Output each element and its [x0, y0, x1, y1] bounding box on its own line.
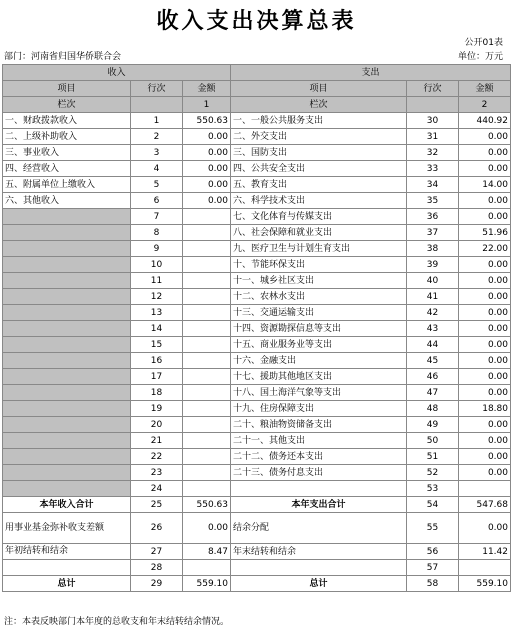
income-item-cell — [3, 209, 131, 225]
expense-amount-cell: 0.00 — [459, 161, 511, 177]
department-label: 部门：河南省归国华侨联合会 — [4, 52, 122, 62]
income-amount-cell — [183, 321, 231, 337]
expense-summary-amount: 559.10 — [459, 576, 511, 592]
expense-line-cell: 39 — [407, 257, 459, 273]
income-amount-cell — [183, 289, 231, 305]
income-item-cell — [3, 321, 131, 337]
expense-item-cell: 十八、国土海洋气象等支出 — [231, 385, 407, 401]
expense-amount-cell: 0.00 — [459, 257, 511, 273]
income-item-cell: 二、上级补助收入 — [3, 129, 131, 145]
income-line-cell: 13 — [131, 305, 183, 321]
income-item-cell — [3, 241, 131, 257]
income-amount-cell: 550.63 — [183, 113, 231, 129]
expense-amount-cell: 14.00 — [459, 177, 511, 193]
expense-item-cell: 二十三、债务付息支出 — [231, 465, 407, 481]
expense-line-cell: 37 — [407, 225, 459, 241]
expense-amount-header: 金额 — [459, 81, 511, 97]
table-row — [3, 273, 511, 289]
table-row — [3, 289, 511, 305]
expense-item-cell: 十、节能环保支出 — [231, 257, 407, 273]
expense-item-cell: 二十、粮油物资储备支出 — [231, 417, 407, 433]
income-item-cell — [3, 449, 131, 465]
expense-amount-cell: 0.00 — [459, 129, 511, 145]
income-amount-header: 金额 — [183, 81, 231, 97]
income-line-cell: 6 — [131, 193, 183, 209]
income-summary-amount: 0.00 — [183, 513, 231, 544]
column-header-row — [3, 81, 511, 97]
income-item-cell — [3, 465, 131, 481]
income-item-cell — [3, 369, 131, 385]
expense-line-cell: 30 — [407, 113, 459, 129]
income-line-cell: 9 — [131, 241, 183, 257]
expense-line-cell: 32 — [407, 145, 459, 161]
table-row — [3, 209, 511, 225]
expense-line-cell: 33 — [407, 161, 459, 177]
expense-section-header: 支出 — [231, 65, 511, 81]
table-row — [3, 337, 511, 353]
expense-line-cell: 31 — [407, 129, 459, 145]
income-amount-cell — [183, 449, 231, 465]
income-amount-cell — [183, 433, 231, 449]
year-total-row — [3, 497, 511, 513]
income-section-header: 收入 — [3, 65, 231, 81]
expense-line-cell: 51 — [407, 449, 459, 465]
expense-amount-cell: 0.00 — [459, 465, 511, 481]
form-number: 公开01表 — [464, 38, 503, 48]
expense-line-cell: 34 — [407, 177, 459, 193]
table-row — [3, 465, 511, 481]
table-row — [3, 481, 511, 497]
income-amount-cell — [183, 337, 231, 353]
income-amount-cell — [183, 273, 231, 289]
expense-summary-line: 55 — [407, 513, 459, 544]
expense-summary-amount: 11.42 — [459, 544, 511, 560]
income-line-cell: 4 — [131, 161, 183, 177]
expense-summary-label: 本年支出合计 — [231, 497, 407, 513]
expense-column-number: 2 — [459, 97, 511, 113]
income-line-cell: 24 — [131, 481, 183, 497]
column-index-row — [3, 97, 511, 113]
table-row — [3, 257, 511, 273]
income-item-cell: 三、事业收入 — [3, 145, 131, 161]
income-item-cell: 四、经营收入 — [3, 161, 131, 177]
grand-total-row — [3, 576, 511, 592]
table-row — [3, 241, 511, 257]
expense-amount-cell: 0.00 — [459, 273, 511, 289]
section-header-row — [3, 65, 511, 81]
income-amount-cell — [183, 401, 231, 417]
income-item-cell — [3, 401, 131, 417]
income-summary-line: 27 — [131, 544, 183, 560]
income-column-number: 1 — [183, 97, 231, 113]
expense-blank-line: 57 — [407, 560, 459, 576]
expense-item-cell: 二、外交支出 — [231, 129, 407, 145]
expense-item-cell: 九、医疗卫生与计划生育支出 — [231, 241, 407, 257]
income-column-blank — [131, 97, 183, 113]
expense-item-cell: 七、文化体育与传媒支出 — [231, 209, 407, 225]
fund-balance-row — [3, 513, 511, 544]
income-amount-cell — [183, 481, 231, 497]
expense-item-cell: 八、社会保障和就业支出 — [231, 225, 407, 241]
income-summary-label: 用事业基金弥补收支差额 — [3, 513, 131, 544]
income-line-cell: 20 — [131, 417, 183, 433]
expense-amount-cell: 440.92 — [459, 113, 511, 129]
income-item-cell: 六、其他收入 — [3, 193, 131, 209]
income-item-cell — [3, 385, 131, 401]
income-amount-cell: 0.00 — [183, 129, 231, 145]
expense-item-cell: 十二、农林水支出 — [231, 289, 407, 305]
expense-line-cell: 35 — [407, 193, 459, 209]
expense-item-cell: 十一、城乡社区支出 — [231, 273, 407, 289]
expense-summary-amount: 547.68 — [459, 497, 511, 513]
expense-blank-amount — [459, 560, 511, 576]
income-line-header: 行次 — [131, 81, 183, 97]
income-line-cell: 7 — [131, 209, 183, 225]
table-row — [3, 321, 511, 337]
table-row — [3, 369, 511, 385]
expense-blank-label — [231, 560, 407, 576]
expense-line-cell: 48 — [407, 401, 459, 417]
expense-amount-cell: 0.00 — [459, 417, 511, 433]
income-item-cell — [3, 481, 131, 497]
income-item-cell — [3, 433, 131, 449]
expense-amount-cell: 0.00 — [459, 337, 511, 353]
income-amount-cell — [183, 385, 231, 401]
expense-item-cell: 十六、金融支出 — [231, 353, 407, 369]
expense-amount-cell: 22.00 — [459, 241, 511, 257]
income-amount-cell — [183, 209, 231, 225]
income-line-cell: 21 — [131, 433, 183, 449]
report-meta — [4, 49, 503, 62]
expense-amount-cell: 18.80 — [459, 401, 511, 417]
table-row — [3, 177, 511, 193]
income-amount-cell — [183, 305, 231, 321]
expense-amount-cell: 0.00 — [459, 305, 511, 321]
income-summary-label: 总计 — [3, 576, 131, 592]
expense-line-cell: 49 — [407, 417, 459, 433]
footnote: 注：本表反映部门本年度的总收支和年末结转结余情况。 — [4, 617, 230, 627]
income-blank-line: 28 — [131, 560, 183, 576]
expense-item-cell — [231, 481, 407, 497]
income-expense-table — [2, 64, 511, 592]
income-line-cell: 19 — [131, 401, 183, 417]
table-row — [3, 417, 511, 433]
expense-amount-cell: 0.00 — [459, 449, 511, 465]
expense-line-cell: 43 — [407, 321, 459, 337]
expense-summary-label: 年末结转和结余 — [231, 544, 407, 560]
income-line-cell: 18 — [131, 385, 183, 401]
income-amount-cell: 0.00 — [183, 161, 231, 177]
expense-item-cell: 十四、资源勘探信息等支出 — [231, 321, 407, 337]
income-summary-line: 29 — [131, 576, 183, 592]
expense-amount-cell: 0.00 — [459, 289, 511, 305]
blank-row — [3, 560, 511, 576]
income-summary-label: 本年收入合计 — [3, 497, 131, 513]
table-row — [3, 225, 511, 241]
income-line-cell: 12 — [131, 289, 183, 305]
income-line-cell: 15 — [131, 337, 183, 353]
income-line-cell: 22 — [131, 449, 183, 465]
table-row — [3, 161, 511, 177]
income-amount-cell — [183, 225, 231, 241]
income-amount-cell — [183, 369, 231, 385]
income-line-cell: 17 — [131, 369, 183, 385]
expense-amount-cell: 0.00 — [459, 369, 511, 385]
expense-line-cell: 46 — [407, 369, 459, 385]
expense-line-cell: 41 — [407, 289, 459, 305]
table-row — [3, 353, 511, 369]
expense-item-cell: 十七、援助其他地区支出 — [231, 369, 407, 385]
expense-amount-cell: 0.00 — [459, 209, 511, 225]
expense-column-blank — [407, 97, 459, 113]
expense-amount-cell: 0.00 — [459, 321, 511, 337]
expense-line-cell: 52 — [407, 465, 459, 481]
report-title: 收入支出决算总表 — [156, 9, 357, 34]
income-amount-cell — [183, 241, 231, 257]
income-item-cell — [3, 225, 131, 241]
income-summary-label: 年初结转和结余 — [3, 544, 131, 560]
table-row — [3, 193, 511, 209]
expense-item-cell: 一、一般公共服务支出 — [231, 113, 407, 129]
expense-amount-cell: 0.00 — [459, 353, 511, 369]
income-line-cell: 1 — [131, 113, 183, 129]
income-item-cell — [3, 305, 131, 321]
income-summary-amount: 550.63 — [183, 497, 231, 513]
income-item-cell — [3, 337, 131, 353]
income-item-cell: 五、附属单位上缴收入 — [3, 177, 131, 193]
income-line-cell: 23 — [131, 465, 183, 481]
income-item-cell — [3, 353, 131, 369]
income-item-cell — [3, 257, 131, 273]
unit-label: 单位：万元 — [457, 52, 503, 62]
table-row — [3, 433, 511, 449]
expense-item-cell: 五、教育支出 — [231, 177, 407, 193]
income-amount-cell — [183, 417, 231, 433]
expense-line-header: 行次 — [407, 81, 459, 97]
expense-item-header: 项目 — [231, 81, 407, 97]
income-blank-amount — [183, 560, 231, 576]
expense-amount-cell: 0.00 — [459, 145, 511, 161]
expense-item-cell: 十五、商业服务业等支出 — [231, 337, 407, 353]
income-blank-label — [3, 560, 131, 576]
income-amount-cell: 0.00 — [183, 193, 231, 209]
expense-line-cell: 47 — [407, 385, 459, 401]
expense-summary-line: 56 — [407, 544, 459, 560]
table-row — [3, 401, 511, 417]
table-row — [3, 385, 511, 401]
table-row — [3, 129, 511, 145]
income-summary-line: 25 — [131, 497, 183, 513]
income-summary-line: 26 — [131, 513, 183, 544]
expense-item-cell: 四、公共安全支出 — [231, 161, 407, 177]
expense-line-cell: 45 — [407, 353, 459, 369]
income-amount-cell — [183, 257, 231, 273]
expense-line-cell: 42 — [407, 305, 459, 321]
income-line-cell: 14 — [131, 321, 183, 337]
expense-item-cell: 六、科学技术支出 — [231, 193, 407, 209]
expense-summary-line: 54 — [407, 497, 459, 513]
income-amount-cell: 0.00 — [183, 177, 231, 193]
expense-item-cell: 三、国防支出 — [231, 145, 407, 161]
expense-summary-label: 总计 — [231, 576, 407, 592]
income-item-cell — [3, 273, 131, 289]
income-line-cell: 3 — [131, 145, 183, 161]
expense-item-cell: 十三、交通运输支出 — [231, 305, 407, 321]
expense-line-cell: 36 — [407, 209, 459, 225]
expense-item-cell: 二十二、债务还本支出 — [231, 449, 407, 465]
income-item-header: 项目 — [3, 81, 131, 97]
income-column-label: 栏次 — [3, 97, 131, 113]
expense-line-cell: 44 — [407, 337, 459, 353]
expense-item-cell: 十九、住房保障支出 — [231, 401, 407, 417]
income-line-cell: 2 — [131, 129, 183, 145]
expense-item-cell: 二十一、其他支出 — [231, 433, 407, 449]
income-line-cell: 5 — [131, 177, 183, 193]
expense-summary-amount: 0.00 — [459, 513, 511, 544]
table-row — [3, 113, 511, 129]
expense-amount-cell: 0.00 — [459, 433, 511, 449]
expense-summary-line: 58 — [407, 576, 459, 592]
income-line-cell: 16 — [131, 353, 183, 369]
expense-line-cell: 38 — [407, 241, 459, 257]
expense-line-cell: 53 — [407, 481, 459, 497]
expense-amount-cell — [459, 481, 511, 497]
expense-amount-cell: 0.00 — [459, 193, 511, 209]
income-item-cell: 一、财政拨款收入 — [3, 113, 131, 129]
income-amount-cell — [183, 465, 231, 481]
expense-line-cell: 40 — [407, 273, 459, 289]
carryover-row — [3, 544, 511, 560]
expense-amount-cell: 0.00 — [459, 385, 511, 401]
income-line-cell: 11 — [131, 273, 183, 289]
income-amount-cell: 0.00 — [183, 145, 231, 161]
table-row — [3, 305, 511, 321]
expense-line-cell: 50 — [407, 433, 459, 449]
income-line-cell: 8 — [131, 225, 183, 241]
expense-column-label: 栏次 — [231, 97, 407, 113]
income-summary-amount: 559.10 — [183, 576, 231, 592]
expense-amount-cell: 51.96 — [459, 225, 511, 241]
table-row — [3, 145, 511, 161]
income-item-cell — [3, 289, 131, 305]
expense-summary-label: 结余分配 — [231, 513, 407, 544]
income-line-cell: 10 — [131, 257, 183, 273]
income-amount-cell — [183, 353, 231, 369]
income-item-cell — [3, 417, 131, 433]
income-summary-amount: 8.47 — [183, 544, 231, 560]
table-row — [3, 449, 511, 465]
